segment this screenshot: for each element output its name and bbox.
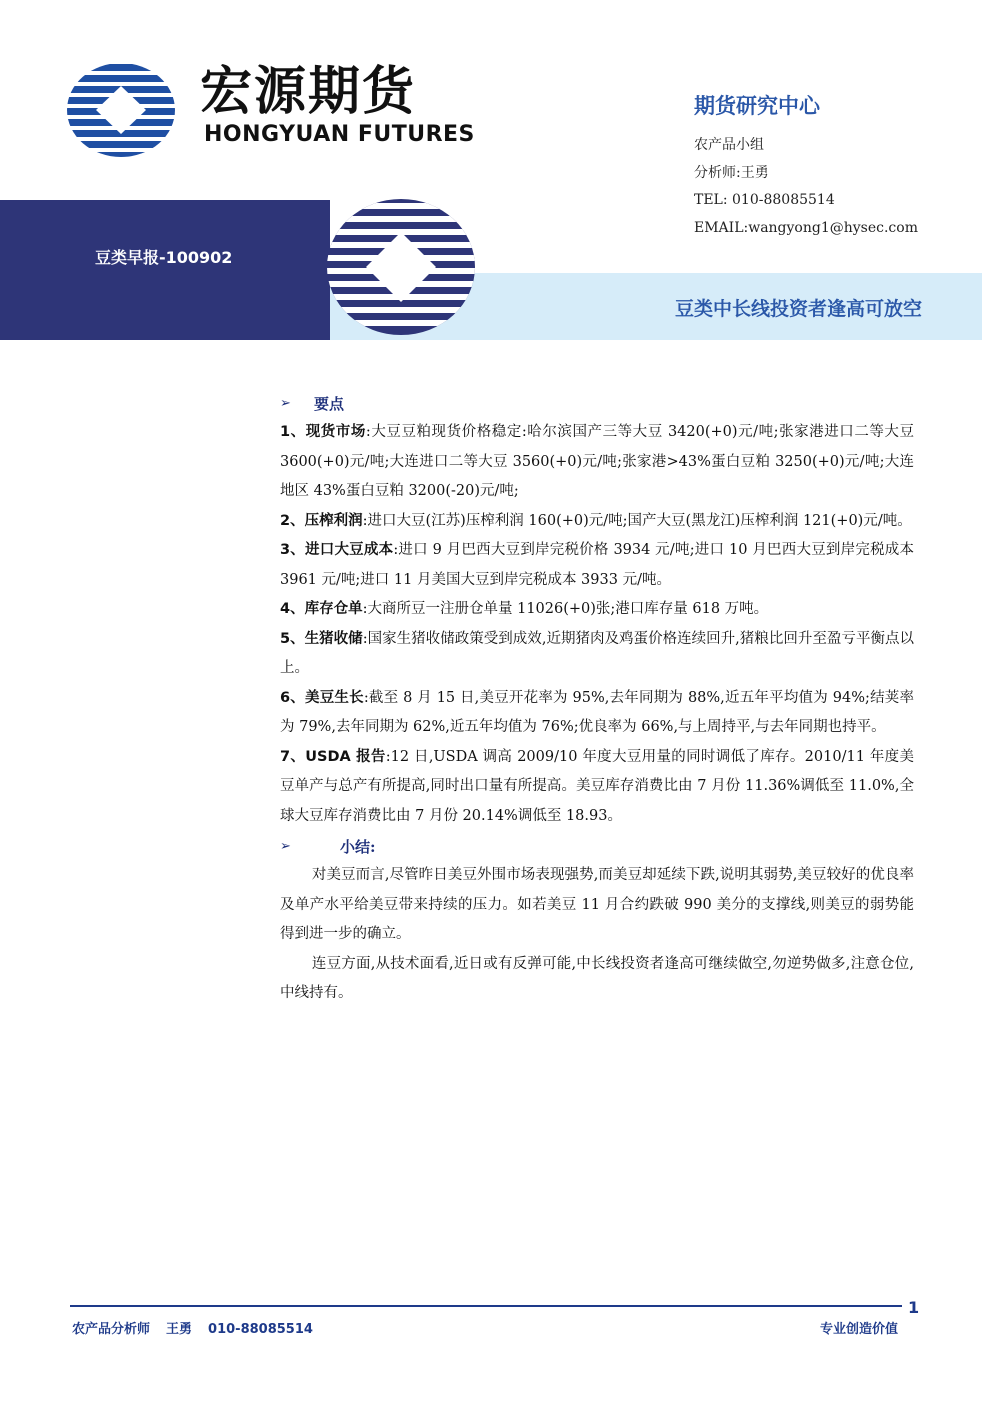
footer-phone: 010-88085514 <box>208 1322 313 1337</box>
banner-dark <box>0 200 330 340</box>
keypoint-label: 7、USDA 报告 <box>280 748 386 765</box>
keypoint-item <box>280 684 914 743</box>
banner-globe-icon <box>326 198 476 336</box>
keypoint-item <box>280 595 914 625</box>
keypoint-text: :国家生猪收储政策受到成效,近期猪肉及鸡蛋价格连续回升,猪粮比回升至盈亏平衡点以上。 <box>280 630 914 676</box>
company-logo-icon <box>66 62 176 158</box>
summary-paragraph: 对美豆而言,尽管昨日美豆外围市场表现强势,而美豆却延续下跌,说明其弱势,美豆较好的优良率及单产水平给美豆带来持续的压力。如若美豆 11 月合约跌破 990 美分的支撑线,则美豆的弱势能得到进一步的确立。 <box>280 867 914 942</box>
keypoint-label: 2、压榨利润 <box>280 512 363 529</box>
footer-slogan: 专业创造价值 <box>819 1322 898 1337</box>
section-keypoints-heading <box>280 388 914 418</box>
report-body <box>280 388 914 1009</box>
footer-name: 王勇 <box>166 1322 193 1337</box>
keypoint-text: :截至 8 月 15 日,美豆开花率为 95%,去年同期为 88%,近五年平均值为 94%;结荚率为 79%,去年同期为 62%,近五年均值为 76%;优良率为 66%,与上周持平,与去年同期也持平。 <box>280 689 914 735</box>
keypoint-item <box>280 418 914 507</box>
arrow-bullet-icon: ➢ <box>280 838 291 854</box>
keypoint-item <box>280 743 914 832</box>
brand-name-en: HONGYUAN FUTURES <box>204 122 475 147</box>
brand-name-cn: 宏源期货 <box>200 62 417 122</box>
keypoint-text: :12 日,USDA 调高 2009/10 年度大豆用量的同时调低了库存。2010/11 年度美豆单产与总产有所提高,同时出口量有所提高。美豆库存消费比由 7 月份 11.36%调低至 11.0%,全球大豆库存消费比由 7 月份 20.14%调低至 18.93。 <box>280 748 914 824</box>
summary-paragraph: 连豆方面,从技术面看,近日或有反弹可能,中长线投资者逢高可继续做空,勿逆势做多,注意仓位,中线持有。 <box>280 955 914 1001</box>
keypoint-text: :进口 9 月巴西大豆到岸完税价格 3934 元/吨;进口 10 月巴西大豆到岸完税成本 3961 元/吨;进口 11 月美国大豆到岸完税成本 3933 元/吨。 <box>280 542 914 588</box>
section-title: 要点 <box>314 394 345 413</box>
section-title: 小结: <box>340 837 376 856</box>
header-contact-block <box>694 90 918 242</box>
tel-line: TEL: 010-88085514 <box>694 192 835 208</box>
group-name: 农产品小组 <box>694 137 764 153</box>
keypoint-label: 3、进口大豆成本 <box>280 542 394 558</box>
footer-role: 农产品分析师 <box>72 1322 151 1337</box>
page-number: 1 <box>908 1298 920 1317</box>
footer-contact <box>72 1318 329 1337</box>
research-center-title: 期货研究中心 <box>694 94 820 118</box>
arrow-bullet-icon: ➢ <box>280 395 291 411</box>
keypoint-text: :大豆豆粕现货价格稳定:哈尔滨国产三等大豆 3420(+0)元/吨;张家港进口二等大豆 3600(+0)元/吨;大连进口二等大豆 3560(+0)元/吨;张家港>43%蛋白豆粕 3250(+0)元/吨;大连地区 43%蛋白豆粕 3200(-20)元/吨; <box>280 424 914 499</box>
keypoint-text: :大商所豆一注册仓单量 11026(+0)张;港口库存量 618 万吨。 <box>362 601 769 617</box>
keypoint-item <box>280 507 914 537</box>
keypoint-label: 6、美豆生长 <box>280 689 364 706</box>
keypoint-item <box>280 625 914 684</box>
keypoint-label: 1、现货市场 <box>280 424 366 440</box>
section-summary-heading <box>280 831 914 861</box>
keypoint-item <box>280 536 914 595</box>
analyst-name: 分析师:王勇 <box>694 164 769 181</box>
report-id: 豆类早报-100902 <box>95 248 233 267</box>
keypoint-label: 5、生猪收储 <box>280 630 363 647</box>
keypoint-text: :进口大豆(江苏)压榨利润 160(+0)元/吨;国产大豆(黑龙江)压榨利润 121(+0)元/吨。 <box>362 512 912 529</box>
email-line: EMAIL:wangyong1@hysec.com <box>694 219 918 236</box>
report-headline: 豆类中长线投资者逢高可放空 <box>674 298 922 320</box>
keypoint-label: 4、库存仓单 <box>280 601 363 617</box>
footer-divider <box>70 1305 902 1307</box>
